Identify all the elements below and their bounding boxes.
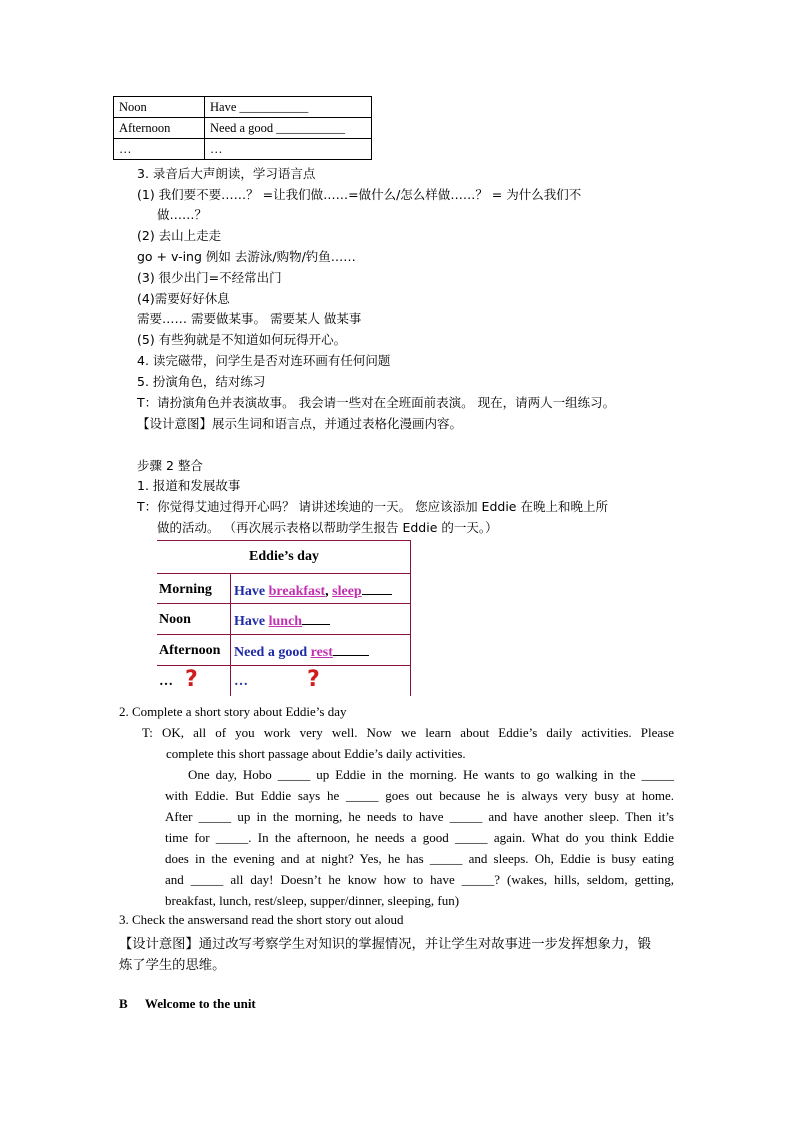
story-line: time for _____. In the afternoon, he needs a good _____ again. What do you think Eddie xyxy=(165,830,674,845)
list-item: (1) 我们要不要……？ =让我们做……=做什么/怎么样做……？ = 为什么我们不 xyxy=(137,187,582,202)
section-letter: B xyxy=(119,996,128,1011)
story-line: does in the evening and at night? Yes, he has _____ and sleeps. Oh, Eddie is busy eating xyxy=(165,851,674,866)
story-line: After _____ up in the morning, he needs to have _____ and have another sleep. Then it’s xyxy=(165,809,674,824)
design-intent: 炼了学生的思维。 xyxy=(119,958,226,973)
table-row xyxy=(114,139,372,160)
list-item: (4)需要好好休息 xyxy=(137,291,230,306)
list-item: 1. 报道和发展故事 xyxy=(137,478,241,493)
teacher-line: T：请扮演角色并表演故事。 我会请一些对在全班面前表演。 现在，请两人一组练习。 xyxy=(137,395,616,410)
table-cell: Afternoon xyxy=(114,118,205,139)
blank-line xyxy=(362,582,392,595)
answer-word: rest xyxy=(310,645,333,660)
table-cell: Noon xyxy=(114,97,205,118)
list-item: go + v-ing 例如 去游泳/购物/钓鱼…… xyxy=(137,249,356,264)
story-line: One day, Hobo _____ up Eddie in the morning. He wants to go walking in the _____ xyxy=(188,767,674,782)
list-item: (3) 很少出门=不经常出门 xyxy=(137,270,282,285)
story-line: and _____ all day! Doesn’t he know how to have _____? (wakes, hills, seldom, getting, xyxy=(165,872,674,887)
table-border xyxy=(157,540,411,541)
list-item: 5. 扮演角色，结对练习 xyxy=(137,374,266,389)
row-label-morning: Morning xyxy=(159,582,212,597)
noon-value xyxy=(234,612,330,630)
teacher-line: T：你觉得艾迪过得开心吗？ 请讲述埃迪的一天。 您应该添加 Eddie 在晚上和晚上所 xyxy=(137,499,608,514)
question-mark-icon: ? xyxy=(307,667,320,692)
afternoon-value xyxy=(234,643,369,661)
top-table xyxy=(113,96,372,160)
have-text: Have xyxy=(234,584,266,599)
row-value-more: … xyxy=(234,674,248,689)
answer-word: sleep xyxy=(332,584,362,599)
list-item: 3. 录音后大声朗读，学习语言点 xyxy=(137,166,316,181)
table-border xyxy=(157,665,411,666)
step-heading: 步骤 2 整合 xyxy=(137,458,203,473)
section-b-heading xyxy=(119,996,256,1012)
eddies-day-table xyxy=(157,540,411,696)
design-intent: 【设计意图】展示生词和语言点，并通过表格化漫画内容。 xyxy=(137,416,463,431)
table-cell: … xyxy=(205,139,372,160)
section-title: Welcome to the unit xyxy=(144,996,256,1011)
story-line: breakfast, lunch, rest/sleep, supper/dinner, sleeping, fun) xyxy=(165,893,460,908)
row-label-afternoon: Afternoon xyxy=(159,643,221,658)
teacher-line: T: OK, all of you work very well. Now we learn about Eddie’s daily activities. Please xyxy=(142,725,674,740)
teacher-line: complete this short passage about Eddie’s daily activities. xyxy=(166,746,466,761)
blank-line xyxy=(333,643,369,656)
design-intent: 【设计意图】通过改写考察学生对知识的掌握情况，并让学生对故事进一步发挥想象力，锻 xyxy=(119,937,651,952)
list-item: (5) 有些狗就是不知道如何玩得开心。 xyxy=(137,332,347,347)
question-mark-icon: ? xyxy=(185,667,198,692)
comma: , xyxy=(325,584,329,599)
answer-word: breakfast xyxy=(268,584,326,599)
answer-word: lunch xyxy=(268,614,303,629)
table-row xyxy=(114,97,372,118)
have-text: Have xyxy=(234,614,266,629)
blank-line xyxy=(302,612,330,625)
morning-value xyxy=(234,582,392,600)
list-item: 做……？ xyxy=(157,207,208,222)
list-item: 3. Check the answersand read the short story out aloud xyxy=(119,912,404,927)
teacher-line: 做的活动。 （再次展示表格以帮助学生报告 Eddie 的一天。） xyxy=(157,520,498,535)
row-label-noon: Noon xyxy=(159,612,191,627)
table-border xyxy=(230,573,231,696)
need-text: Need a good xyxy=(234,645,308,660)
list-item: 需要…… 需要做某事。 需要某人 做某事 xyxy=(137,311,362,326)
row-label-more: … xyxy=(159,674,173,689)
table-row xyxy=(114,118,372,139)
section-heading: 2. Complete a short story about Eddie’s day xyxy=(119,704,347,719)
table-border xyxy=(157,634,411,635)
table-title: Eddie’s day xyxy=(249,549,319,564)
table-cell: Have ___________ xyxy=(205,97,372,118)
table-border xyxy=(157,573,411,574)
table-border xyxy=(157,603,411,604)
table-cell: Need a good ___________ xyxy=(205,118,372,139)
table-cell: … xyxy=(114,139,205,160)
list-item: 4. 读完磁带，问学生是否对连环画有任何问题 xyxy=(137,353,391,368)
list-item: (2) 去山上走走 xyxy=(137,228,222,243)
story-line: with Eddie. But Eddie says he _____ goes out because he is always very busy at home. xyxy=(165,788,674,803)
